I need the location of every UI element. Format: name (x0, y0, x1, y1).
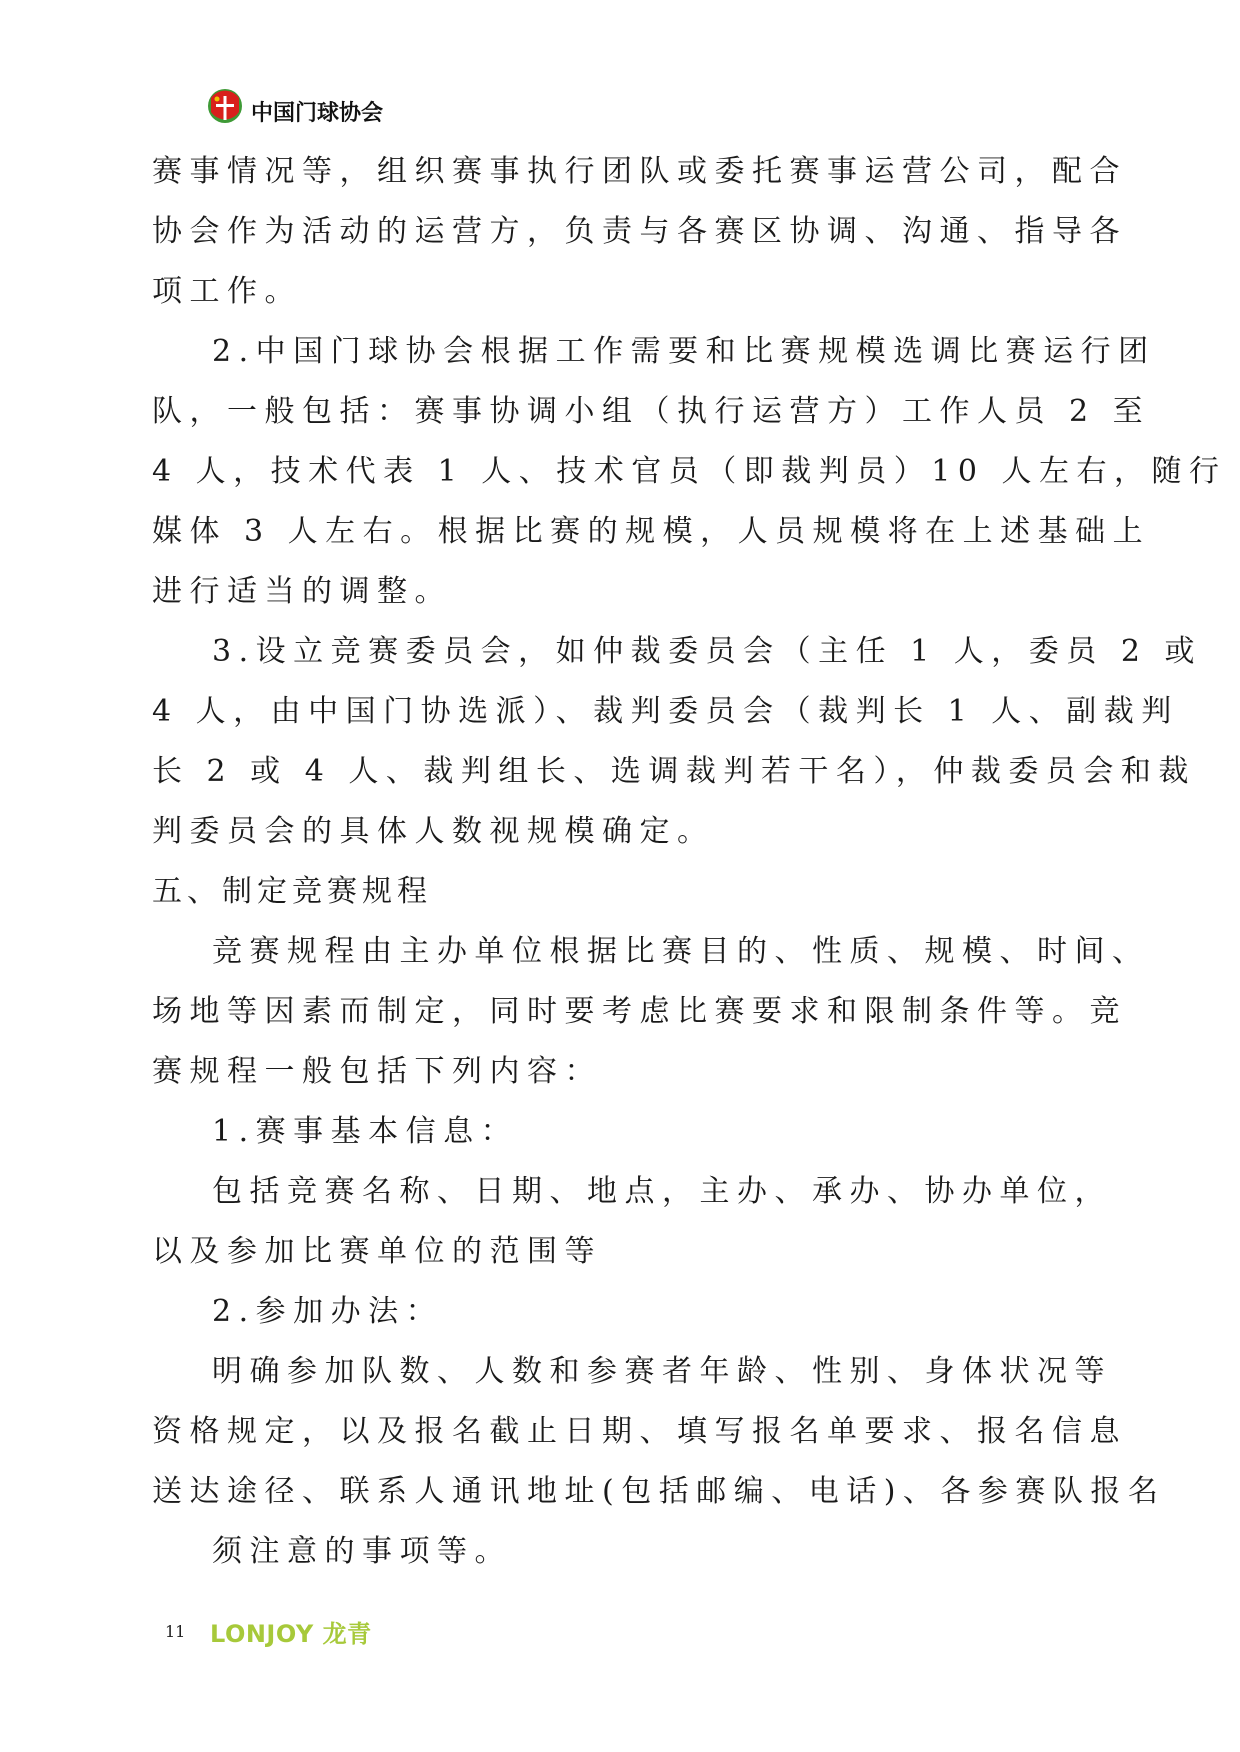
paragraph-line: 赛规程一般包括下列内容： (152, 1054, 602, 1089)
paragraph-line: 3.设立竞赛委员会，如仲裁委员会（主任 1 人，委员 2 或 (212, 634, 1202, 669)
paragraph-line: 包括竞赛名称、日期、地点，主办、承办、协办单位， (212, 1174, 1112, 1209)
paragraph-line: 协会作为活动的运营方，负责与各赛区协调、沟通、指导各 (152, 214, 1127, 249)
paragraph-line: 长 2 或 4 人、裁判组长、选调裁判若干名），仲裁委员会和裁 (152, 754, 1196, 789)
brand-logo-text: LONJOY 龙青 (210, 1620, 372, 1648)
paragraph-line: 媒体 3 人左右。根据比赛的规模，人员规模将在上述基础上 (152, 514, 1151, 549)
paragraph-line: 场地等因素而制定，同时要考虑比赛要求和限制条件等。竞 (152, 994, 1127, 1029)
paragraph-line: 竞赛规程由主办单位根据比赛目的、性质、规模、时间、 (212, 934, 1150, 969)
paragraph-line: 明确参加队数、人数和参赛者年龄、性别、身体状况等 (212, 1354, 1112, 1389)
paragraph-line: 送达途径、联系人通讯地址(包括邮编、电话)、各参赛队报名 (152, 1474, 1166, 1509)
paragraph-line: 2.中国门球协会根据工作需要和比赛规模选调比赛运行团 (212, 334, 1156, 369)
paragraph-line: 资格规定，以及报名截止日期、填写报名单要求、报名信息 (152, 1414, 1127, 1449)
paragraph-line: 项工作。 (152, 274, 302, 309)
paragraph-line: 4 人，由中国门协选派）、裁判委员会（裁判长 1 人、副裁判 (152, 694, 1179, 729)
paragraph-line: 赛事情况等，组织赛事执行团队或委托赛事运营公司，配合 (152, 154, 1127, 189)
page-number: 11 (165, 1622, 186, 1641)
paragraph-line: 4 人，技术代表 1 人、技术官员（即裁判员）10 人左右，随行 (152, 454, 1227, 489)
paragraph-line: 以及参加比赛单位的范围等 (152, 1234, 602, 1269)
paragraph-line: 队，一般包括：赛事协调小组（执行运营方）工作人员 2 至 (152, 394, 1151, 429)
paragraph-line: 须注意的事项等。 (212, 1534, 512, 1569)
paragraph-line: 进行适当的调整。 (152, 574, 452, 609)
subsection-heading: 1.赛事基本信息： (212, 1114, 519, 1149)
paragraph-line: 判委员会的具体人数视规模确定。 (152, 814, 715, 849)
subsection-heading: 2.参加办法： (212, 1294, 444, 1329)
section-heading: 五、制定竞赛规程 (152, 874, 432, 909)
org-name: 中国门球协会 (251, 100, 384, 126)
